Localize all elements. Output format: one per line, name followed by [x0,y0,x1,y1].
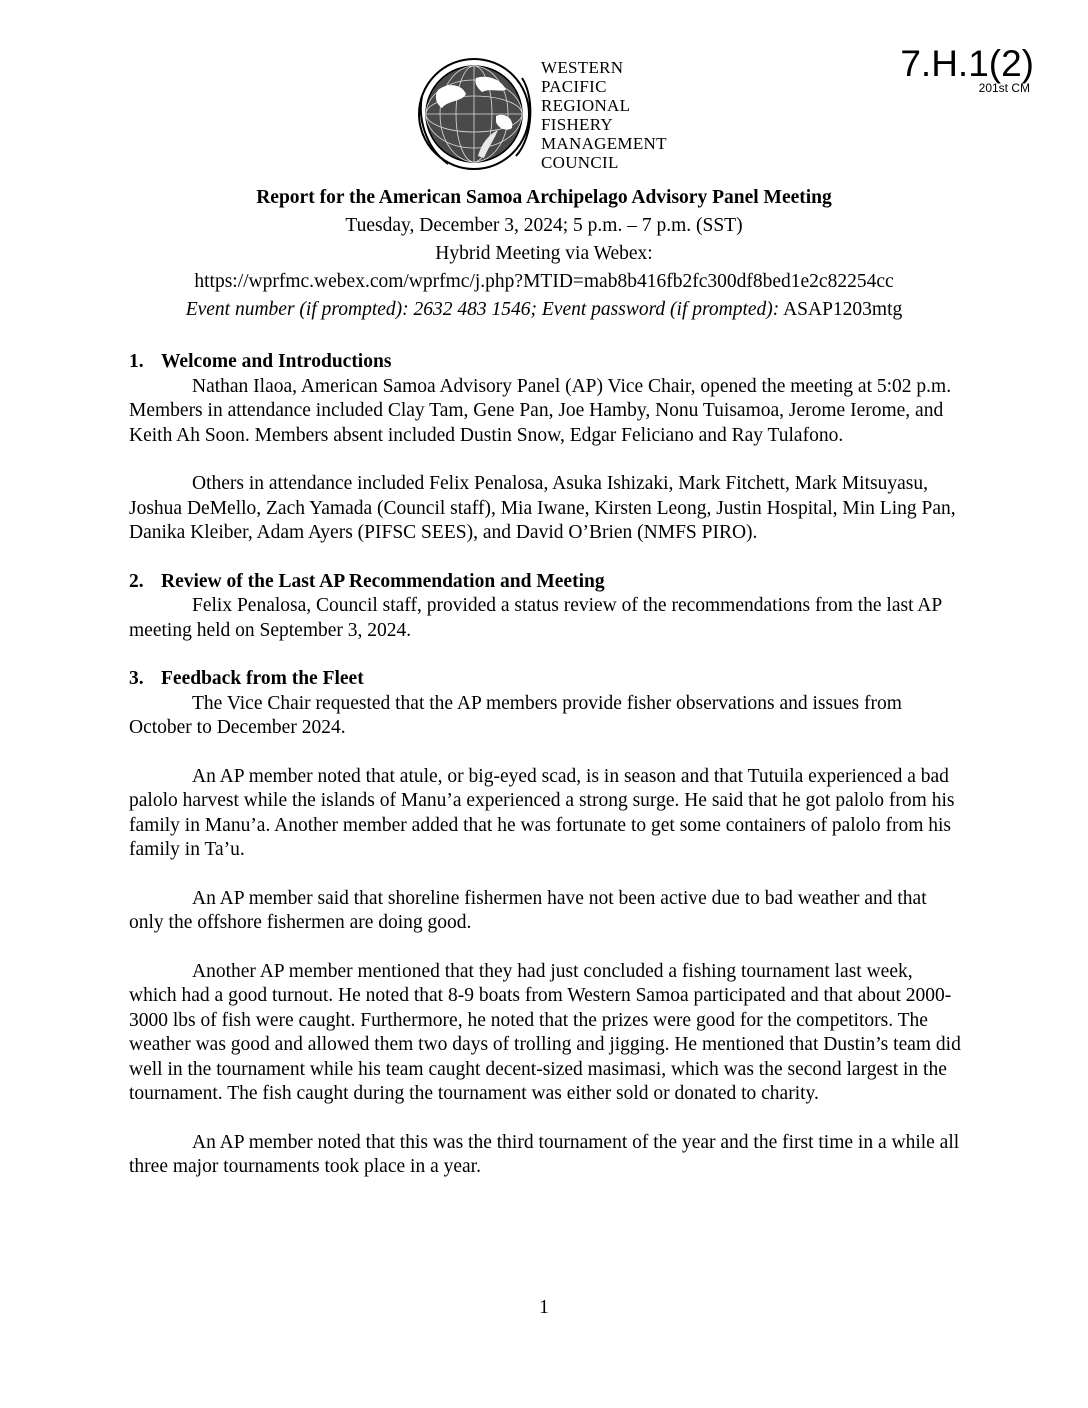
logo-line: FISHERY [541,115,614,134]
section-number: 3. [129,668,144,689]
section-heading [129,570,963,595]
section-heading [129,667,963,692]
council-logo [418,56,678,174]
paragraph: Another AP member mentioned that they had just concluded a fishing tournament last week, which had a good turnout. He noted that 8-9 boats from Western Samoa participated and that about 2000-3000 lbs of fish were caught. Furthermore, he noted that the prizes were good for the competitors. The weather was good and allowed them two days of trolling and jigging. He mentioned that Dustin’s team did well in the tournament while his team caught decent-sized masimasi, which was the second largest in the tournament. The fish caught during the tournament was either sold or donated to charity. [129,960,961,1104]
report-header [80,184,1008,324]
paragraph: The Vice Chair requested that the AP members provide fisher observations and issues from October to December 2024. [129,692,902,738]
paragraph: Felix Penalosa, Council staff, provided a status review of the recommendations from the last AP meeting held on September 3, 2024. [129,595,942,641]
section-number: 2. [129,570,144,592]
page-number: 1 [539,1297,549,1318]
report-title: Report for the American Samoa Archipelago Advisory Panel Meeting [256,187,832,208]
agenda-code [900,44,1034,94]
paragraph: Nathan Ilaoa, American Samoa Advisory Panel (AP) Vice Chair, opened the meeting at 5:02 p.m. Members in attendance included Clay Tam, Gene Pan, Joe Hamby, Nonu Tuisamoa, Jerome Ierome, and Keith Ah Soon. Members absent included Dustin Snow, Edgar Feliciano and Ray Tulafono. [129,375,952,446]
logo-line: PACIFIC [541,77,607,96]
paragraph: An AP member noted that atule, or big-eyed scad, is in season and that Tutuila experienced a bad palolo harvest while the islands of Manu’a experienced a strong surge. He said that he got palolo from his family in Manu’a. Another member added that he was fortunate to get some containers of palolo from his family in Ta’u. [129,765,955,860]
event-number: Event number (if prompted): 2632 483 1546; Event password (if prompted): [185,299,780,320]
agenda-item-number: 7.H.1(2) [900,43,1034,84]
logo-line: WESTERN [541,58,624,77]
paragraph: Others in attendance included Felix Penalosa, Asuka Ishizaki, Mark Fitchett, Mark Mitsuyasu, Joshua DeMello, Zach Yamada (Council staff), Mia Iwane, Kirsten Leong, Justin Hospital, Min Ling Pan, Danika Kleiber, Adam Ayers (PIFSC SEES), and David O’Brien (NMFS PIRO). [129,473,956,543]
section-heading [129,350,963,375]
globe-emblem-icon [418,56,536,174]
logo-line: MANAGEMENT [541,134,667,153]
event-password: ASAP1203mtg [779,299,903,320]
paragraph: An AP member said that shoreline fishermen have not been active due to bad weather and that only the offshore fishermen are doing good. [129,887,927,933]
report-body [129,350,963,1180]
section-title: Feedback from the Fleet [161,668,364,689]
meeting-date: Tuesday, December 3, 2024; 5 p.m. – 7 p.m. (SST) [345,215,743,236]
webex-link[interactable]: https://wprfmc.webex.com/wprfmc/j.php?MTID=mab8b416fb2fc300df8bed1e2c82254cc [194,271,894,292]
meeting-format: Hybrid Meeting via Webex: [435,243,653,264]
logo-line: COUNCIL [541,153,619,172]
section-title: Review of the Last AP Recommendation and Meeting [161,570,605,592]
event-info [80,296,1008,324]
logo-line: REGIONAL [541,96,631,115]
section-number: 1. [129,351,144,372]
council-name [541,58,667,172]
council-meeting-number: 201st CM [978,81,1030,95]
section-title: Welcome and Introductions [161,351,392,372]
paragraph: An AP member noted that this was the third tournament of the year and the first time in a while all three major tournaments took place in a year. [129,1131,960,1177]
